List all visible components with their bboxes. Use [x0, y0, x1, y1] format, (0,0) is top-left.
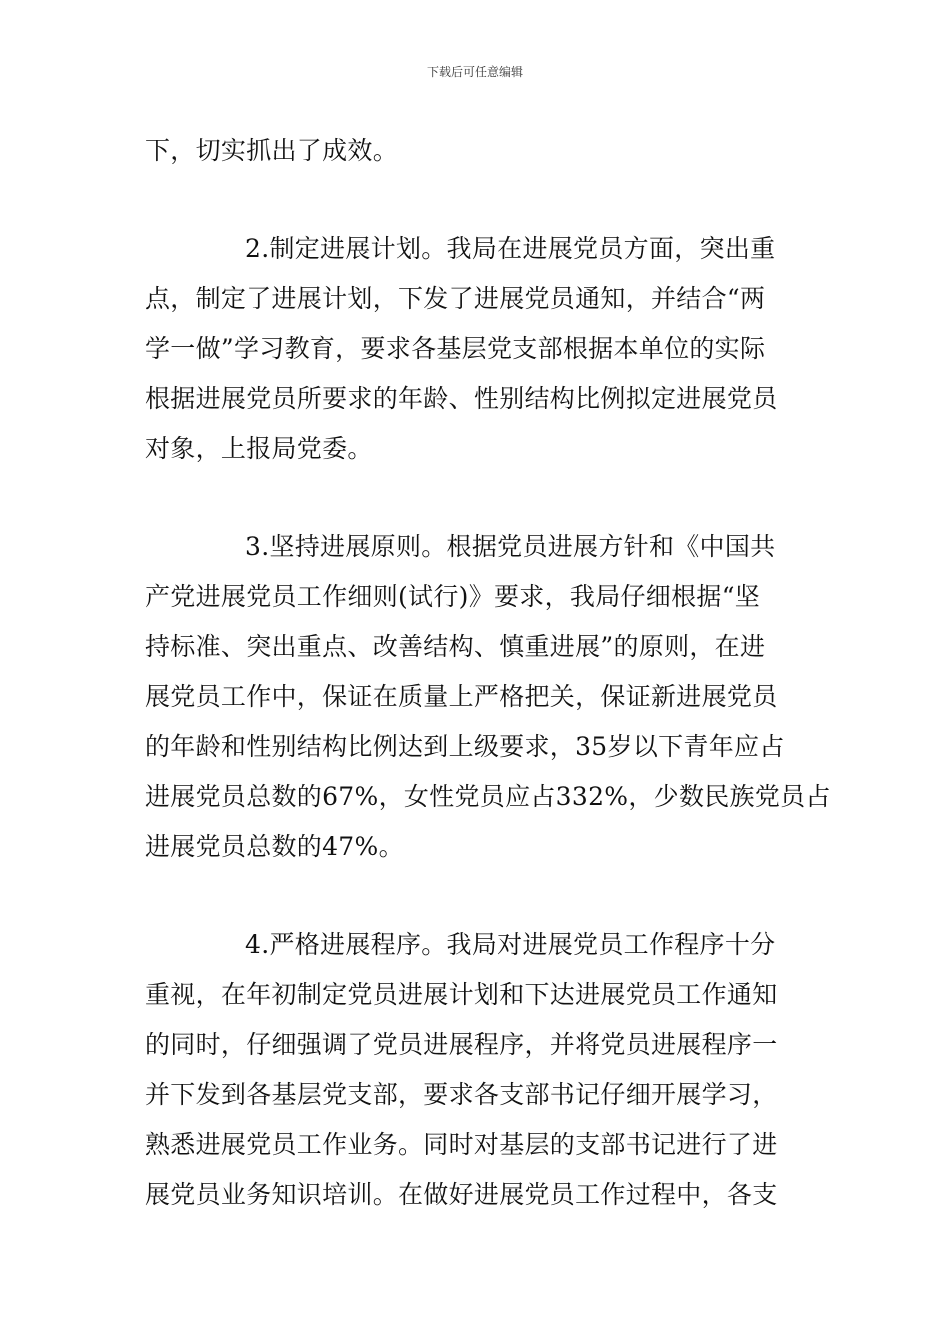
text-line: 点，制定了进展计划，下发了进展党员通知，并结合“两 [145, 284, 766, 313]
text-line: 的年龄和性别结构比例达到上级要求，35岁以下青年应占 [145, 732, 785, 761]
text-line: 3.坚持进展原则。根据党员进展方针和《中国共 [245, 532, 776, 561]
text-line: 进展党员总数的67%，女性党员应占332%，少数民族党员占 [145, 782, 831, 811]
text-line: 下，切实抓出了成效。 [145, 136, 399, 165]
text-line: 重视，在年初制定党员进展计划和下达进展党员工作通知 [145, 980, 778, 1009]
text-line: 并下发到各基层党支部，要求各支部书记仔细开展学习， [145, 1080, 778, 1109]
paragraph-gap [145, 872, 810, 920]
text-line: 对象，上报局党委。 [145, 434, 373, 463]
paragraph-gap [145, 474, 810, 522]
text-line: 的同时，仔细强调了党员进展程序，并将党员进展程序一 [145, 1030, 778, 1059]
text-line: 2.制定进展计划。我局在进展党员方面，突出重 [245, 234, 776, 263]
page-header: 下载后可任意编辑 [426, 65, 523, 79]
text-line: 持标准、突出重点、改善结构、慎重进展”的原则，在进 [145, 632, 766, 661]
paragraph-continuation [145, 126, 810, 176]
text-line: 4.严格进展程序。我局对进展党员工作程序十分 [245, 930, 776, 959]
paragraph-development-procedure [145, 920, 810, 1220]
text-line: 产党进展党员工作细则(试行)》要求，我局仔细根据“坚 [145, 582, 761, 611]
text-line: 学一做”学习教育，要求各基层党支部根据本单位的实际 [145, 334, 766, 363]
text-line: 展党员工作中，保证在质量上严格把关，保证新进展党员 [145, 682, 778, 711]
paragraph-development-principles [145, 522, 831, 872]
paragraph-gap [145, 176, 810, 224]
document-body [145, 126, 831, 1220]
text-line: 根据进展党员所要求的年龄、性别结构比例拟定进展党员 [145, 384, 778, 413]
text-line: 进展党员总数的47%。 [145, 832, 404, 861]
text-line: 熟悉进展党员工作业务。同时对基层的支部书记进行了进 [145, 1130, 778, 1159]
text-line: 展党员业务知识培训。在做好进展党员工作过程中，各支 [145, 1180, 778, 1209]
paragraph-development-plan [145, 224, 810, 474]
